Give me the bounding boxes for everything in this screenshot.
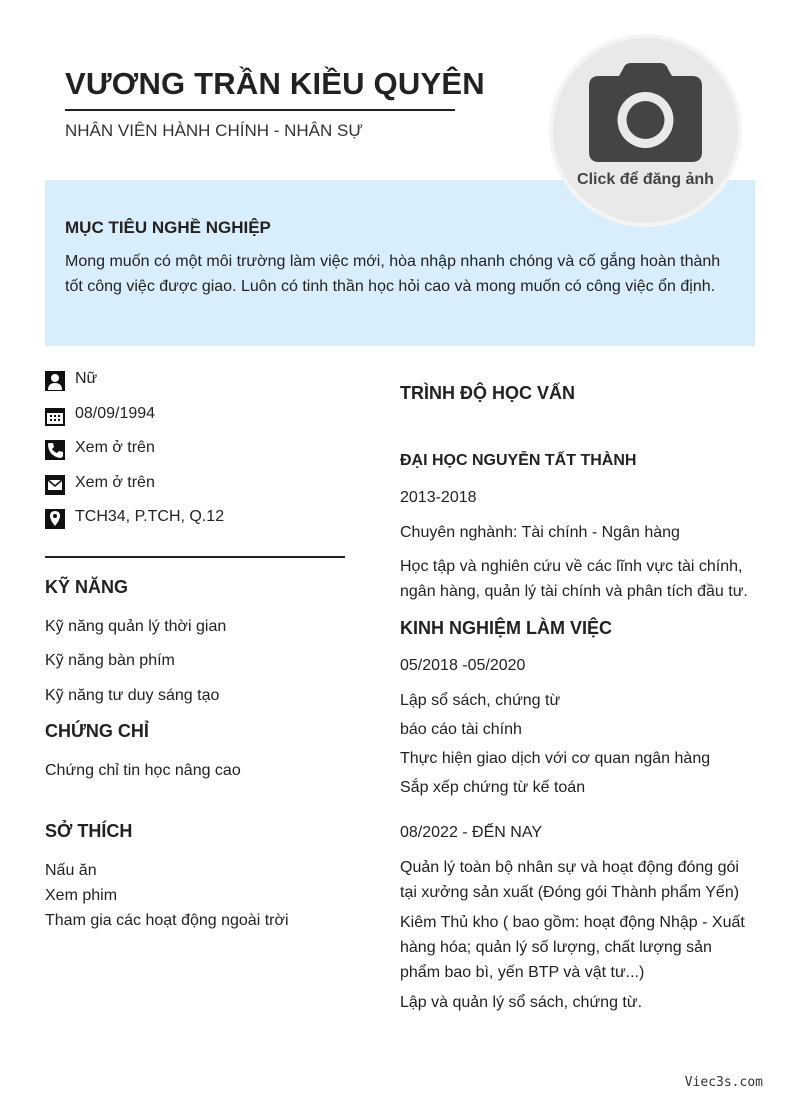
birthday-value: 08/09/1994 bbox=[75, 404, 156, 422]
list-item: Tham gia các hoạt động ngoài trời bbox=[45, 911, 289, 929]
photo-upload[interactable] bbox=[549, 34, 742, 227]
right-column bbox=[400, 383, 755, 1015]
email-row bbox=[45, 474, 345, 509]
job-task: Quản lý toàn bộ nhân sự và hoạt động đóng gói tại xưởng sản xuất (Đóng gói Thành phẩm Yến) bbox=[400, 859, 740, 901]
site-watermark: Viec3s.com bbox=[684, 1075, 763, 1090]
objective-text: Mong muốn có một môi trường làm việc mới, hòa nhập nhanh chóng và cố gắng hoàn thành tốt công việc được giao. Luôn có tinh thần học hỏi cao và mong muốn có công việc ổn định. bbox=[65, 253, 721, 295]
left-column bbox=[45, 370, 345, 937]
objective-title: MỤC TIÊU NGHỀ NGHIỆP bbox=[65, 218, 271, 237]
left-divider bbox=[45, 556, 345, 558]
list-item: Kỹ năng quản lý thời gian bbox=[45, 617, 227, 635]
job-period: 08/2022 - ĐẾN NAY bbox=[400, 824, 542, 841]
name-divider bbox=[65, 109, 455, 111]
location-pin-icon bbox=[45, 509, 65, 529]
job-title: NHÂN VIÊN HÀNH CHÍNH - NHÂN SỰ bbox=[65, 121, 363, 140]
gender-value: Nữ bbox=[75, 370, 98, 387]
phone-row bbox=[45, 439, 345, 474]
photo-caption: Click để đăng ảnh bbox=[577, 171, 714, 188]
list-item: Kỹ năng bàn phím bbox=[45, 652, 175, 669]
school-name: ĐẠI HỌC NGUYỄN TẤT THÀNH bbox=[400, 452, 637, 469]
gender-row bbox=[45, 370, 345, 405]
job-task: Sắp xếp chứng từ kế toán bbox=[400, 779, 586, 796]
camera-icon bbox=[589, 63, 702, 163]
education-period: 2013-2018 bbox=[400, 489, 477, 506]
phone-value: Xem ở trên bbox=[75, 439, 155, 456]
address-row bbox=[45, 508, 345, 543]
list-item: Nấu ăn bbox=[45, 861, 97, 879]
candidate-name: VƯƠNG TRẦN KIỀU QUYÊN bbox=[65, 66, 485, 101]
list-item: Xem phim bbox=[45, 886, 118, 904]
hobbies-title: SỞ THÍCH bbox=[45, 820, 133, 841]
education-description: Học tập và nghiên cứu về các lĩnh vực tài chính, ngân hàng, quản lý tài chính và phân tích đầu tư. bbox=[400, 558, 748, 600]
list-item: Kỹ năng tư duy sáng tạo bbox=[45, 686, 220, 704]
address-value: TCH34, P.TCH, Q.12 bbox=[75, 508, 225, 525]
birthday-row bbox=[45, 405, 345, 440]
education-major: Chuyên nghành: Tài chính - Ngân hàng bbox=[400, 524, 680, 541]
job-task: Thực hiện giao dịch với cơ quan ngân hàng bbox=[400, 750, 711, 767]
job-task: báo cáo tài chính bbox=[400, 721, 522, 738]
job-task: Lập sổ sách, chứng từ bbox=[400, 692, 561, 709]
person-icon bbox=[45, 371, 65, 391]
skills-title: KỸ NĂNG bbox=[45, 576, 129, 597]
experience-title: KINH NGHIỆM LÀM VIỆC bbox=[400, 618, 613, 638]
email-icon bbox=[45, 475, 65, 495]
education-title: TRÌNH ĐỘ HỌC VẤN bbox=[400, 383, 575, 403]
job-period: 05/2018 -05/2020 bbox=[400, 657, 526, 674]
calendar-icon bbox=[45, 406, 65, 426]
job-task: Kiêm Thủ kho ( bao gồm: hoạt động Nhập - Xuất hàng hóa; quản lý số lượng, chất lượng sản phẩm bao bì, yến BTP và vật tư...) bbox=[400, 914, 745, 981]
phone-icon bbox=[45, 440, 65, 460]
certificates-title: CHỨNG CHỈ bbox=[45, 721, 149, 741]
job-task: Lập và quản lý sổ sách, chứng từ. bbox=[400, 994, 643, 1011]
list-item: Chứng chỉ tin học nâng cao bbox=[45, 762, 241, 779]
email-value: Xem ở trên bbox=[75, 473, 155, 491]
